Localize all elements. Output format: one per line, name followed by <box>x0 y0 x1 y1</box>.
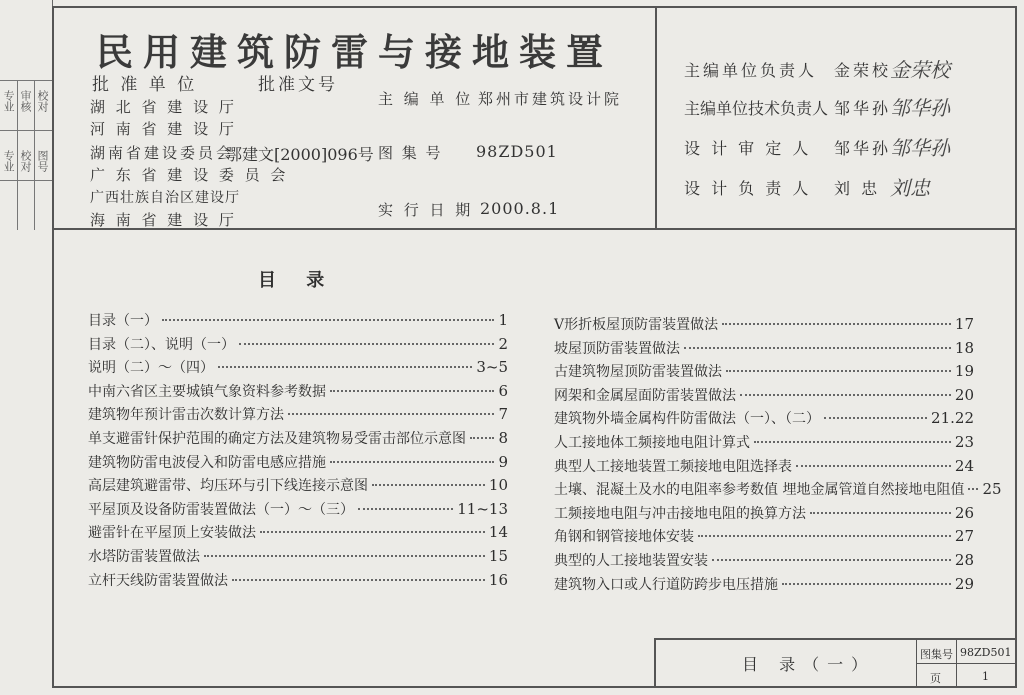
chief-unit-label: 主 编 单 位 <box>378 90 474 108</box>
signature-handwritten: 邹华孙 <box>890 96 950 120</box>
toc-leader-dots <box>260 531 485 533</box>
toc-entry-page: 25 <box>982 480 1002 499</box>
toc-entry-title: 网架和金属屋面防雷装置做法 <box>554 387 736 404</box>
toc-leader-dots <box>288 413 494 415</box>
toc-leader-dots <box>740 394 951 396</box>
toc-entry-title: 平屋顶及设备防雷装置做法（一）～（三） <box>88 501 354 518</box>
toc-entry <box>554 479 1002 499</box>
toc-entry <box>554 385 974 405</box>
toc-entry <box>554 314 974 334</box>
signature-role: 主编单位负责人 <box>684 61 818 80</box>
toc-leader-dots <box>358 508 453 510</box>
signature-handwritten: 邹华孙 <box>890 136 950 160</box>
toc-entry-title: 建筑物入口或人行道防跨步电压措施 <box>554 576 778 593</box>
toc-entry-page: 26 <box>954 503 974 522</box>
toc-entry-title: 工频接地电阻与冲击接地电阻的换算方法 <box>554 505 806 522</box>
toc-entry-page: 17 <box>954 315 974 333</box>
toc-entry-title: 典型的人工接地装置安装 <box>554 553 708 569</box>
toc-entry-title: 土壤、混凝土及水的电阻率参考数值 埋地金属管道自然接地电阻值 <box>554 482 965 499</box>
toc-entry-title: 建筑物防雷电波侵入和防雷电感应措施 <box>88 454 326 471</box>
toc-leader-dots <box>232 579 485 581</box>
toc-leader-dots <box>162 319 494 321</box>
toc-entry-title: 高层建筑避雷带、均压环与引下线连接示意图 <box>88 478 368 495</box>
toc-entry-page: 1 <box>498 311 508 329</box>
toc-entry-title: 坡屋顶防雷装置做法 <box>554 340 680 357</box>
signature-name: 邹华孙 <box>834 99 892 118</box>
toc-entry-page: 3~5 <box>476 358 508 377</box>
toc-entry <box>554 526 974 546</box>
toc-entry-title: 立杆天线防雷装置做法 <box>88 572 228 589</box>
toc-entry <box>554 456 974 476</box>
toc-entry-page: 27 <box>954 527 974 546</box>
approval-unit-item: 海 南 省 建 设 厅 <box>90 211 237 229</box>
toc-leader-dots <box>824 417 927 419</box>
effective-date: 2000.8.1 <box>480 199 560 218</box>
toc-leader-dots <box>684 347 951 349</box>
strip-cell: 校对 <box>19 150 32 172</box>
toc-entry-page: 8 <box>498 429 508 447</box>
atlas-number-label: 图集号 <box>920 648 953 661</box>
signature-name: 刘 忠 <box>834 179 881 198</box>
toc-entry <box>88 452 508 472</box>
sheet-caption: 目 录（一） <box>742 655 876 674</box>
toc-entry-page: 24 <box>954 456 974 475</box>
chief-unit: 郑州市建筑设计院 <box>478 90 623 108</box>
approval-unit-item: 广 东 省 建 设 委 员 会 <box>90 166 289 184</box>
approval-unit-item: 广西壮族自治区建设厅 <box>90 190 240 206</box>
toc-entry <box>554 550 974 570</box>
toc-entry-page: 28 <box>954 551 974 569</box>
toc-entry <box>88 357 508 377</box>
strip-cell: 审核 <box>19 90 32 112</box>
toc-entry-page: 18 <box>954 338 974 357</box>
toc-entry-title: 建筑物外墙金属构件防雷做法（一）、（二） <box>554 411 820 428</box>
strip-cell: 专业 <box>2 90 15 112</box>
toc-leader-dots <box>722 323 951 325</box>
main-title: 民用建筑防雷与接地装置 <box>96 31 613 74</box>
toc-leader-dots <box>796 465 951 467</box>
approval-unit-label: 批 准 单 位 <box>92 75 198 95</box>
header-vertical-divider <box>655 6 657 228</box>
toc-entry-title: 人工接地体工频接地电阻计算式 <box>554 435 750 451</box>
toc-leader-dots <box>754 441 951 443</box>
toc-entry-page: 20 <box>954 385 974 404</box>
approval-unit-item: 湖南省建设委员会 <box>90 144 235 162</box>
toc-heading: 目 录 <box>258 270 337 291</box>
toc-leader-dots <box>372 484 485 486</box>
strip-cell: 图号 <box>36 150 49 172</box>
atlas-number-label: 图 集 号 <box>378 144 443 162</box>
toc-leader-dots <box>810 512 951 514</box>
toc-entry-page: 19 <box>954 362 974 381</box>
atlas-number: 98ZD501 <box>960 646 1012 659</box>
toc-leader-dots <box>782 583 951 585</box>
toc-entry <box>88 475 508 495</box>
toc-entry-page: 9 <box>498 452 508 471</box>
toc-entry-title: 古建筑物屋顶防雷装置做法 <box>554 364 722 381</box>
toc-leader-dots <box>470 437 494 439</box>
toc-entry-page: 11~13 <box>457 499 508 518</box>
toc-entry <box>88 546 508 566</box>
toc-entry-page: 21.22 <box>931 409 974 428</box>
toc-entry-title: 角钢和钢管接地体安装 <box>554 529 694 546</box>
signature-name: 邹华孙 <box>834 139 892 158</box>
toc-leader-dots <box>698 535 951 537</box>
toc-entry-page: 15 <box>488 547 508 565</box>
toc-entry <box>554 338 974 358</box>
toc-leader-dots <box>726 370 951 372</box>
toc-entry-page: 14 <box>488 523 508 542</box>
toc-entry <box>554 432 974 452</box>
toc-entry <box>88 499 508 519</box>
atlas-number: 98ZD501 <box>476 142 558 161</box>
toc-entry-page: 7 <box>498 405 508 424</box>
signature-handwritten: 金荣校 <box>890 58 950 82</box>
approval-doc-number: 鄂建文[2000]096号 <box>226 145 374 164</box>
toc-entry-title: 避雷针在平屋顶上安装做法 <box>88 525 256 542</box>
toc-entry-page: 29 <box>954 574 974 593</box>
toc-entry-title: 建筑物年预计雷击次数计算方法 <box>88 407 284 424</box>
signature-handwritten: 刘忠 <box>890 176 930 200</box>
toc-entry <box>554 574 974 594</box>
toc-entry <box>88 334 508 354</box>
toc-entry <box>88 404 508 424</box>
toc-leader-dots <box>218 366 472 368</box>
toc-entry <box>88 522 508 542</box>
toc-leader-dots <box>204 555 485 557</box>
toc-entry-page: 23 <box>954 433 974 451</box>
signature-role: 主编单位技术负责人 <box>684 99 829 118</box>
signature-role: 设 计 负 责 人 <box>684 179 812 198</box>
toc-entry <box>554 408 974 428</box>
toc-entry-page: 16 <box>488 570 508 589</box>
toc-leader-dots <box>968 488 978 490</box>
signature-name: 金荣校 <box>834 61 892 80</box>
toc-entry <box>88 381 508 401</box>
toc-entry-title: 目录（二）、说明（一） <box>88 336 235 353</box>
toc-entry <box>88 570 508 590</box>
toc-entry-title: 说明（二）～（四） <box>88 360 214 377</box>
approval-unit-item: 河 南 省 建 设 厅 <box>90 120 237 138</box>
page-label: 页 <box>930 672 941 685</box>
margin-stamp-strip <box>0 0 53 230</box>
effective-date-label: 实 行 日 期 <box>378 201 474 219</box>
toc-entry-title: 单支避雷针保护范围的确定方法及建筑物易受雷击部位示意图 <box>88 431 466 447</box>
toc-leader-dots <box>330 461 494 463</box>
page-number: 1 <box>982 670 989 683</box>
approval-doc-label: 批准文号 <box>258 75 338 95</box>
toc-entry-page: 2 <box>498 334 508 353</box>
strip-cell: 校对 <box>36 90 49 112</box>
toc-entry <box>88 310 508 330</box>
toc-leader-dots <box>712 559 951 561</box>
toc-entry-title: 目录（一） <box>88 313 158 329</box>
toc-entry <box>554 503 974 523</box>
approval-unit-item: 湖 北 省 建 设 厅 <box>90 98 237 116</box>
toc-entry-page: 10 <box>488 476 508 495</box>
toc-entry <box>554 361 974 381</box>
toc-leader-dots <box>239 343 494 345</box>
toc-entry-title: V形折板屋顶防雷装置做法 <box>554 317 719 333</box>
toc-entry-title: 水塔防雷装置做法 <box>88 549 200 565</box>
toc-entry-title: 典型人工接地装置工频接地电阻选择表 <box>554 458 792 475</box>
toc-leader-dots <box>330 390 494 392</box>
strip-cell: 专业 <box>2 150 15 172</box>
toc-entry-title: 中南六省区主要城镇气象资料参考数据 <box>88 383 326 400</box>
toc-entry <box>88 428 508 448</box>
toc-entry-page: 6 <box>498 381 508 400</box>
signature-role: 设 计 审 定 人 <box>684 139 812 158</box>
